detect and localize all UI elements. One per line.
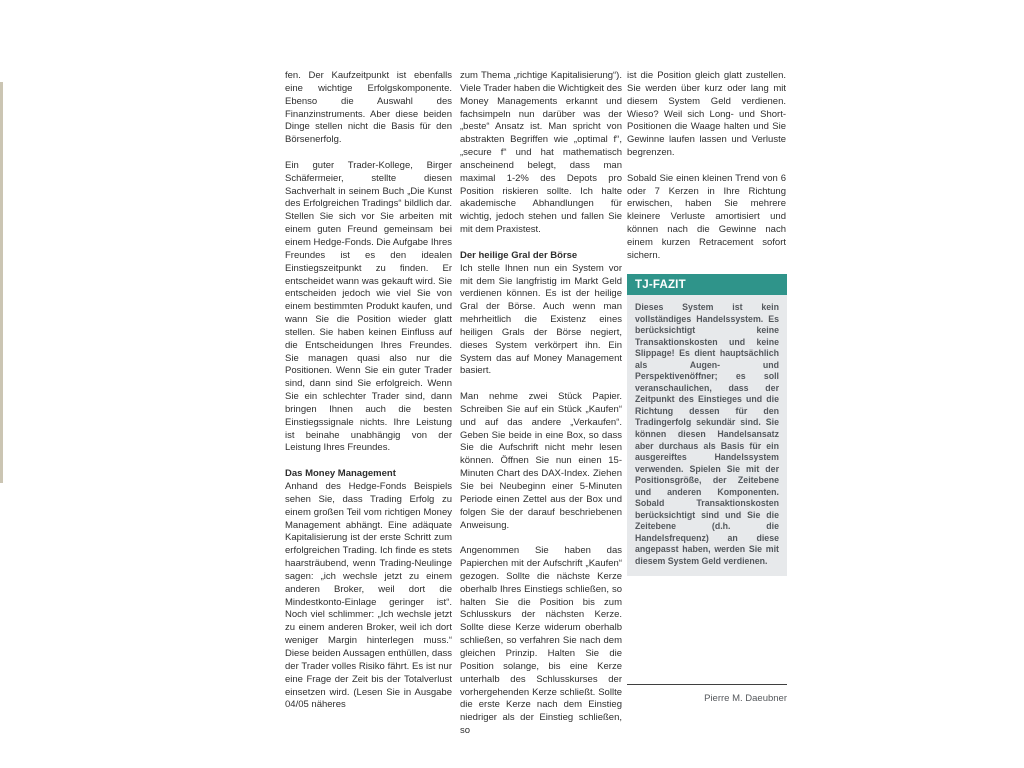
tj-fazit-body-text: Dieses System ist kein vollständiges Handelssystem. Es berücksichtigt keine Transaktionskosten und keine Slippage! Es dient hauptsächlich als Augen- und Perspektivenöffner; es soll veranschaulichen, dass der Zeitpunkt des Einstieges und die Richtung dessen für den Tradingerfolg sekundär sind. Sie können diesen Handelsansatz aber durchaus als Basis für ein ausgereiftes Handelssystem verwenden. Spielen Sie mit der Positionsgröße, der Zeitebene und anderen Komponenten. Sobald Transaktionskosten berücksichtigt sind und Sie die Zeitebene (d.h. die Handelsfrequenz) an diese angepasst haben, werden Sie mit diesem System Geld verdienen.: [627, 295, 787, 576]
body-paragraph: Ein guter Trader-Kollege, Birger Schäfermeier, stellte diesen Sachverhalt in seinem Buch „Die Kunst des Erfolgreichen Tradings“ bildlich dar. Stellen Sie sich vor Sie arbeiten mit einem guten Freund gemeinsam bei einem Hedge-Fonds. Die Aufgabe Ihres Freundes ist es den idealen Einstiegszeitpunkt zu finden. Er entscheidet wann was gekauft wird. Sie entscheiden jedoch wie viel Sie von einem bestimmten Produkt kaufen, und wann Sie die Position wieder glatt stellen. Sie haben keinen Einfluss auf die Entscheidungen Ihres Freundes. Sie managen quasi also nur die Positionen. Wenn Sie ein guter Trader sind, dann sind Sie erfolgreich. Wenn Sie ein schlechter Trader sind, dann bringen Ihnen auch die besten Einstiegssignale nichts. Ihre Leistung ist beinahe unabhängig von der Leistung Ihres Freundes.: [285, 159, 452, 454]
text-column-2: [460, 70, 622, 751]
section-heading: Das Money Management: [285, 468, 396, 480]
body-paragraph: Man nehme zwei Stück Papier. Schreiben Sie auf ein Stück „Kaufen“ und auf das andere „Verkaufen“. Geben Sie beide in eine Box, so dass Sie die Aufschrift nicht mehr lesen können. Öffnen Sie nun einen 15-Minuten Chart des DAX-Index. Ziehen Sie bei Neubeginn einer 5-Minuten Periode einen Zettel aus der Box und folgen Sie der darauf beschriebenen Anweisung.: [460, 391, 622, 531]
tj-fazit-box: [627, 274, 787, 576]
left-margin-rule: [0, 82, 3, 483]
text-column-3: [627, 70, 786, 276]
body-paragraph: Sobald Sie einen kleinen Trend von 6 oder 7 Kerzen in Ihre Richtung erwischen, haben Sie mehrere kleinere Verluste amortisiert und können nach die Gewinne nach einem kurzen Retracement sofort sichern.: [627, 172, 786, 261]
signature-rule: [627, 684, 787, 685]
body-paragraph: fen. Der Kaufzeitpunkt ist ebenfalls eine wichtige Erfolgskomponente. Ebenso die Auswahl des Finanzinstruments. Aber diese beiden Dinge stellen nicht die Basis für den Börsenerfolg.: [285, 70, 452, 146]
section-heading: Der heilige Gral der Börse: [460, 249, 578, 261]
body-paragraph: ist die Position gleich glatt zustellen. Sie werden über kurz oder lang mit diesem System Geld verdienen. Wieso? Weil sich Long- und Short-Positionen die Waage halten und Sie Gewinne laufen lassen und Verluste begrenzen.: [627, 70, 786, 159]
body-paragraph: Ich stelle Ihnen nun ein System vor mit dem Sie langfristig im Markt Geld verdienen können. Es ist der heilige Gral der Börse. Auch wenn man mehrheitlich die Existenz eines heiligen Grals der Börse negiert, dieses System verkörpert ihn. Ein System das auf Money Management basiert.: [460, 262, 622, 377]
author-name: Pierre M. Daeubner: [704, 693, 787, 704]
body-paragraph: Angenommen Sie haben das Papierchen mit der Aufschrift „Kaufen“ gezogen. Sollte die nächste Kerze oberhalb Ihres Einstiegs schließen, so halten Sie die Position bis zum Schlusskurs der nächsten Kerze. Sollte diese Kerze widerum oberhalb schließen, so verfahren Sie nach dem gleichen Prinzip. Halten Sie die Position solange, bis eine Kerze unterhalb des Schlusskurses der vorhergehenden Kerze schließt. Sollte die erste Kerze nach dem Einstieg niedriger als der Einstieg schließen, so: [460, 545, 622, 737]
body-paragraph: zum Thema „richtige Kapitalisierung“). Viele Trader haben die Wichtigkeit des Money Managements erkannt und fachsimpeln nun darüber was der „beste“ Ansatz ist. Man spricht von abstrakten Begriffen wie „optimal f“, „secure f“ und hat mathematisch anscheinend belegt, dass man maximal 1-2% des Depots pro Position riskieren sollte. Ich halte akademische Abhandlungen für wichtig, jedoch stehen und fallen Sie mit dem Praxistest.: [460, 70, 622, 236]
author-signature-block: [627, 684, 787, 706]
tj-fazit-header: TJ-FAZIT: [627, 274, 787, 295]
body-paragraph: Anhand des Hedge-Fonds Beispiels sehen Sie, dass Trading Erfolg zu einem großen Teil vom richtigen Money Management abhängt. Eine adäquate Kapitalisierung ist der erste Schritt zum erfolgreichen Trading. Ich finde es stets haarsträubend, wenn Trading-Neulinge sagen: „ich wechsle jetzt zu einem anderen Broker, weil dort die Mindestkonto-Einlage geringer ist“. Noch viel schlimmer: „Ich wechsle jetzt zu einem anderen Broker, weil ich dort weniger Margin hinterlegen muss.“ Diese beiden Aussagen enthüllen, dass der Trader volles Risiko fährt. Es ist nur eine Frage der Zeit bis der Totalverlust einsetzen wird. (Lesen Sie in Ausgabe 04/05 näheres: [285, 481, 452, 711]
text-column-1: [285, 70, 452, 725]
